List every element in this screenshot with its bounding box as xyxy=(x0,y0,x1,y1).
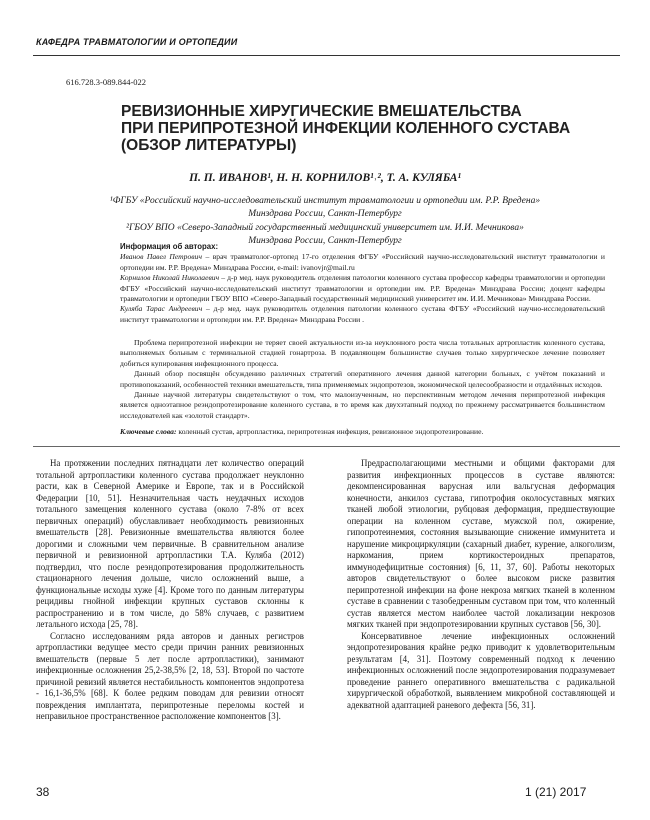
issue-number: 1 (21) 2017 xyxy=(525,785,587,799)
body-paragraph: Предрасполагающими местными и общими факторами для развития инфекционных процессов в суставе являются: декомпенсированная варусная или вальгусная деформация конечности, анкилоз сустава, гипотрофия околосуставных мягких тканей любой этиологии, рубцовая деформация, предшествующие операции на коленном суставе, мужской пол, ожирение, гипопротеинемия, состояния вызывающие снижение иммунитета и нарушение микроциркуляции (сахарный диабет, курение, алкоголизм, наркомания, прием кортикостероидных препаратов, иммунодефицитные состояния) [6, 11, 37, 60]. Работы некоторых авторов свидетельствуют о более высоком риске развития перипротезной инфекции на фоне некроза мягких тканей в коленном суставе в сравнении с тазобедренным суставом при том, что коленный сустав является местом наиболее частой локализации некрозов мягких тканей при эндопротезировании крупных суставов [56, 30]. xyxy=(347,458,615,629)
title-line-2: ПРИ ПЕРИПРОТЕЗНОЙ ИНФЕКЦИИ КОЛЕННОГО СУСТАВА xyxy=(121,120,571,137)
author-entry xyxy=(120,252,605,273)
abstract-paragraph: Проблема перипротезной инфекции не теряет своей актуальности из-за неуклонного роста числа тотальных артропластик коленного сустава, выполняемых больным с терминальной стадией гонартроза. В подавляющем большинстве случаев только хирургическое лечение позволяет добиться купирования инфекционного процесса. xyxy=(120,338,605,368)
keywords xyxy=(120,427,605,436)
author-name: Куляба Тарас Андреевич xyxy=(120,304,203,314)
author-details: – врач травматолог-ортопед 17-го отделения ФГБУ «Российский научно-исследовательский институт травматологии и ортопедии им. Р.Р. Вредена» Минздрава России, e-mail: ivanovjr@mail.ru xyxy=(120,252,605,272)
author-details: – д-р мед. наук руководитель отделения патологии коленного сустава профессор кафедры травматологии и ортопедии ФГБУ «Российский научно-исследовательский институт травматологии и ортопедии им. Р.Р. Вредена» Минздрава России; доцент кафедры травматологии и ортопедии ГБОУ ВПО «Северо-Западный государственный медицинский университет им. И.И. Мечникова» Минздрава России. xyxy=(120,273,606,304)
body-paragraph: Консервативное лечение инфекционных осложнений эндопротезирования крайне редко приводит к удовлетворительным результатам [4, 31]. Поэтому современный подход к лечению инфекционных осложнений после эндопротезирования подразумевает проведение раннего оперативного вмешательства с радикальной хирургической обработкой, выявлением микробной составляющей и адекватной адаптацией раневого дефекта [56, 31]. xyxy=(347,630,615,710)
author-details: – д-р мед. наук руководитель отделения патологии коленного сустава ФГБУ «Российский научно-исследовательский институт травматологии и ортопедии им. Р.Р. Вредена» Минздрава России . xyxy=(120,304,605,324)
body-column-right xyxy=(347,458,615,711)
keywords-text: коленный сустав, артропластика, перипротезная инфекция, ревизионное эндопротезирование. xyxy=(176,427,484,436)
page-number: 38 xyxy=(36,785,50,799)
title-line-3: (ОБЗОР ЛИТЕРАТУРЫ) xyxy=(121,137,297,154)
body-column-left xyxy=(36,458,304,723)
author-entry xyxy=(120,273,605,304)
keywords-label: Ключевые слова: xyxy=(120,427,177,436)
authors: П. П. ИВАНОВ¹, Н. Н. КОРНИЛОВ¹˒², Т. А. КУЛЯБА¹ xyxy=(189,172,461,184)
affiliation-line: ¹ФГБУ «Российский научно-исследовательский институт травматологии и ортопедии им. Р.Р. Вредена» xyxy=(109,196,541,206)
author-info xyxy=(120,242,605,325)
header-divider xyxy=(33,55,620,56)
abstract-paragraph: Данные научной литературы свидетельствуют о том, что малоизученным, но перспективным методом лечения перипротезной инфекция является одноэтапное реэндопротезирование коленного сустава, в то время как двухэтапный подход по прежнему рассматривается большинством исследователей как «золотой стандарт». xyxy=(120,390,605,420)
keywords-divider xyxy=(33,446,620,447)
affiliation-line: Минздрава России, Санкт-Петербург xyxy=(248,209,402,220)
affiliations xyxy=(0,195,650,248)
udc-code: 616.728.3-089.844-022 xyxy=(66,77,147,87)
affiliation-line: Минздрава России, Санкт-Петербург xyxy=(248,235,402,246)
author-name: Иванов Павел Петрович xyxy=(120,252,202,262)
body-paragraph: На протяжении последних пятнадцати лет количество операций тотальной артропластики коленного сустава продолжает неуклонно расти, как в Северной Америке и Европе, так и в Российской Федерации [10, 51]. Незначительная часть неудачных исходов тотального замещения коленного сустава (около 7-8% от всех первичных операций) обуславливает необходимость ревизионных вмешательств [28]. Ревизионные вмешательства являются более дорогими и сложными чем первичные. В сравнительном анализе первичной и ревизионной артропластики Т.А. Куляба (2012) подтвердил, что после реэндопротезирования продолжительность стационарного лечения дольше, число осложнений выше, а функциональные исходы хуже [4]. Кроме того по данным литературы рецидивы гнойной инфекции крупных суставов склонны к распространению и в том числе, до 58% случаев, с развитием летального исхода [25, 78]. xyxy=(36,458,304,629)
abstract xyxy=(120,338,605,421)
title-line-1: РЕВИЗИОННЫЕ ХИРУГИЧЕСКИЕ ВМЕШАТЕЛЬСТВА xyxy=(121,103,522,120)
author-name: Корнилов Николай Николаевич xyxy=(120,273,220,283)
body-paragraph: Согласно исследованиям ряда авторов и данных регистров артропластики ведущее место среди причин ранних ревизионных вмешательств (первые 5 лет после артропластики), занимают инфекционные осложнения 25,2-38,5% [2, 18, 53]. Второй по частоте причиной ревизий является нестабильность компонентов эндопротеза - 16,1-36,5% [68]. К более редким поводам для ревизии относят повреждения имплантата, перипротезные переломы костей и неправильное пространственное расположение компонентов [3]. xyxy=(36,630,304,721)
author-info-heading: Информация об авторах: xyxy=(120,242,219,251)
author-entry xyxy=(120,304,605,325)
running-header: КАФЕДРА ТРАВМАТОЛОГИИ И ОРТОПЕДИИ xyxy=(36,37,238,47)
abstract-paragraph: Данный обзор посвящён обсуждению различных стратегий оперативного лечения данной категории больных, с учётом показаний и противопоказаний, особенностей техники вмешательств, типа применяемых эндопротезов, экономической целесообразности и отдалённых исходов. xyxy=(120,369,605,389)
article-title xyxy=(121,103,571,154)
affiliation-line: ²ГБОУ ВПО «Северо-Западный государственный медицинский университет им. И.И. Мечникова» xyxy=(126,222,524,233)
